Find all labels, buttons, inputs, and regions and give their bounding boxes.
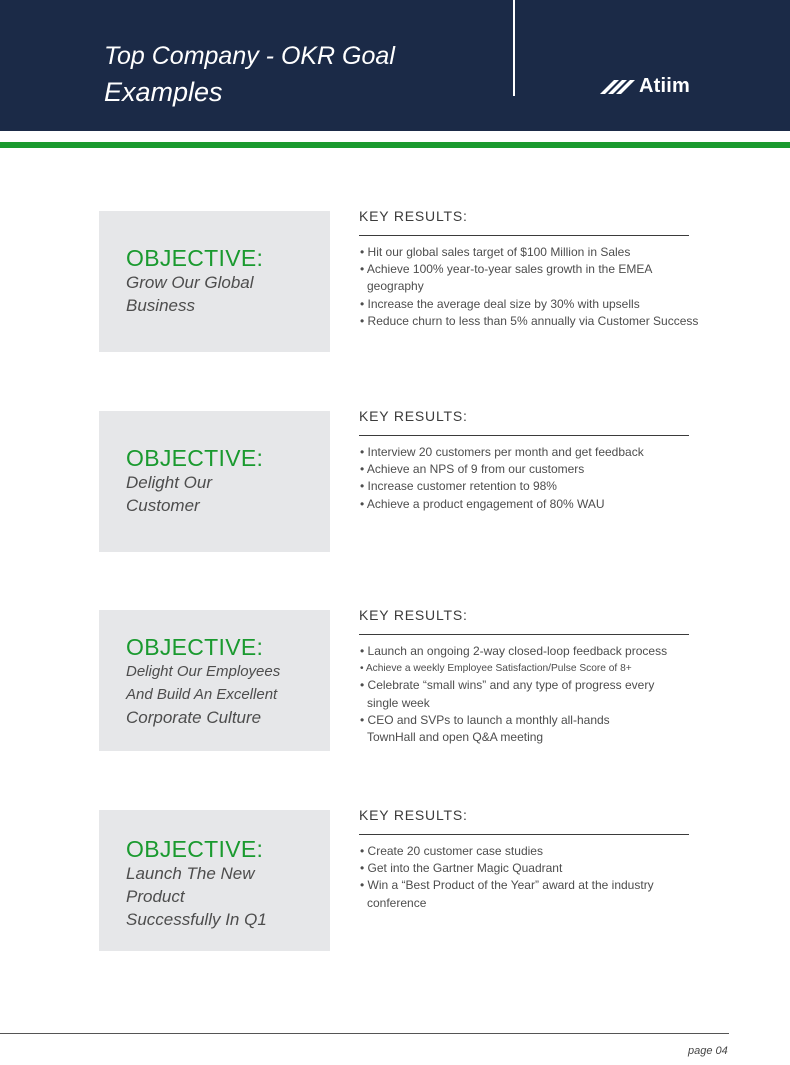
key-result-item: • Interview 20 customers per month and get feedback bbox=[360, 445, 644, 459]
key-result-item: • Increase the average deal size by 30% with upsells bbox=[360, 296, 640, 311]
key-results-divider bbox=[359, 834, 689, 835]
page-title bbox=[104, 40, 395, 110]
objective-text-line: Successfully In Q1 bbox=[126, 910, 267, 929]
objective-label: OBJECTIVE: bbox=[126, 836, 264, 862]
okr-block-1 bbox=[0, 208, 790, 353]
objective-text-line: Grow Our Global bbox=[126, 273, 254, 292]
page-title-line-1: Top Company - OKR Goal bbox=[104, 42, 395, 70]
key-result-item: • Launch an ongoing 2-way closed-loop feedback process bbox=[360, 644, 668, 658]
key-result-item: • Reduce churn to less than 5% annually via Customer Success bbox=[360, 313, 699, 328]
key-result-item: • Create 20 customer case studies bbox=[360, 844, 543, 858]
key-result-item: • Achieve 100% year-to-year sales growth in the EMEA geography bbox=[360, 262, 652, 294]
page-title-line-2: Examples bbox=[104, 76, 223, 107]
objective-text-line: Business bbox=[126, 296, 195, 315]
key-result-item: • Celebrate “small wins” and any type of progress every single week bbox=[360, 678, 655, 710]
key-result-item: • Get into the Gartner Magic Quadrant bbox=[360, 861, 563, 876]
objective-label: OBJECTIVE: bbox=[126, 445, 264, 471]
atiim-stripes-icon bbox=[600, 77, 638, 95]
key-results-list bbox=[360, 843, 700, 912]
key-results-heading: KEY RESULTS: bbox=[359, 208, 468, 224]
objective-text-line: Delight Our bbox=[126, 473, 212, 492]
page-number: page 04 bbox=[688, 1045, 728, 1057]
header-accent-bar bbox=[0, 142, 790, 148]
key-result-item: • Win a “Best Product of the Year” award at the industry conference bbox=[360, 878, 654, 910]
key-result-item: • Hit our global sales target of $100 Million in Sales bbox=[360, 245, 631, 259]
key-results-heading: KEY RESULTS: bbox=[359, 607, 468, 623]
objective-box bbox=[99, 610, 330, 751]
okr-block-2 bbox=[0, 408, 790, 553]
key-result-item: • Increase customer retention to 98% bbox=[360, 479, 557, 494]
objective-box bbox=[99, 810, 330, 951]
objective-text-line: Customer bbox=[126, 496, 200, 515]
key-result-item: • Achieve an NPS of 9 from our customers bbox=[360, 462, 585, 477]
atiim-logo bbox=[600, 74, 690, 98]
key-results-heading: KEY RESULTS: bbox=[359, 807, 468, 823]
objective-box bbox=[99, 411, 330, 552]
key-results-divider bbox=[359, 634, 689, 635]
key-results-divider bbox=[359, 435, 689, 436]
footer-divider bbox=[0, 1033, 729, 1034]
okr-block-4 bbox=[0, 807, 790, 952]
objective-text-line: And Build An Excellent bbox=[126, 686, 278, 703]
objective-text-line: Delight Our Employees bbox=[126, 663, 281, 680]
page-header bbox=[0, 0, 790, 131]
key-results-list bbox=[360, 643, 700, 746]
key-results-list bbox=[360, 244, 700, 330]
objective-text-line: Launch The New bbox=[126, 864, 255, 883]
key-result-item: • CEO and SVPs to launch a monthly all-hands TownHall and open Q&A meeting bbox=[360, 712, 610, 745]
key-result-item: • Achieve a weekly Employee Satisfaction/Pulse Score of 8+ bbox=[360, 663, 632, 675]
key-result-item: • Achieve a product engagement of 80% WAU bbox=[360, 496, 605, 511]
header-divider bbox=[513, 0, 515, 96]
objective-label: OBJECTIVE: bbox=[126, 245, 264, 271]
logo-text: Atiim bbox=[639, 74, 690, 97]
okr-block-3 bbox=[0, 607, 790, 752]
objective-label: OBJECTIVE: bbox=[126, 634, 264, 660]
objective-box bbox=[99, 211, 330, 352]
key-results-list bbox=[360, 444, 700, 513]
objective-text-line: Product bbox=[126, 887, 185, 906]
key-results-heading: KEY RESULTS: bbox=[359, 408, 468, 424]
key-results-divider bbox=[359, 235, 689, 236]
objective-text-line: Corporate Culture bbox=[126, 708, 262, 727]
